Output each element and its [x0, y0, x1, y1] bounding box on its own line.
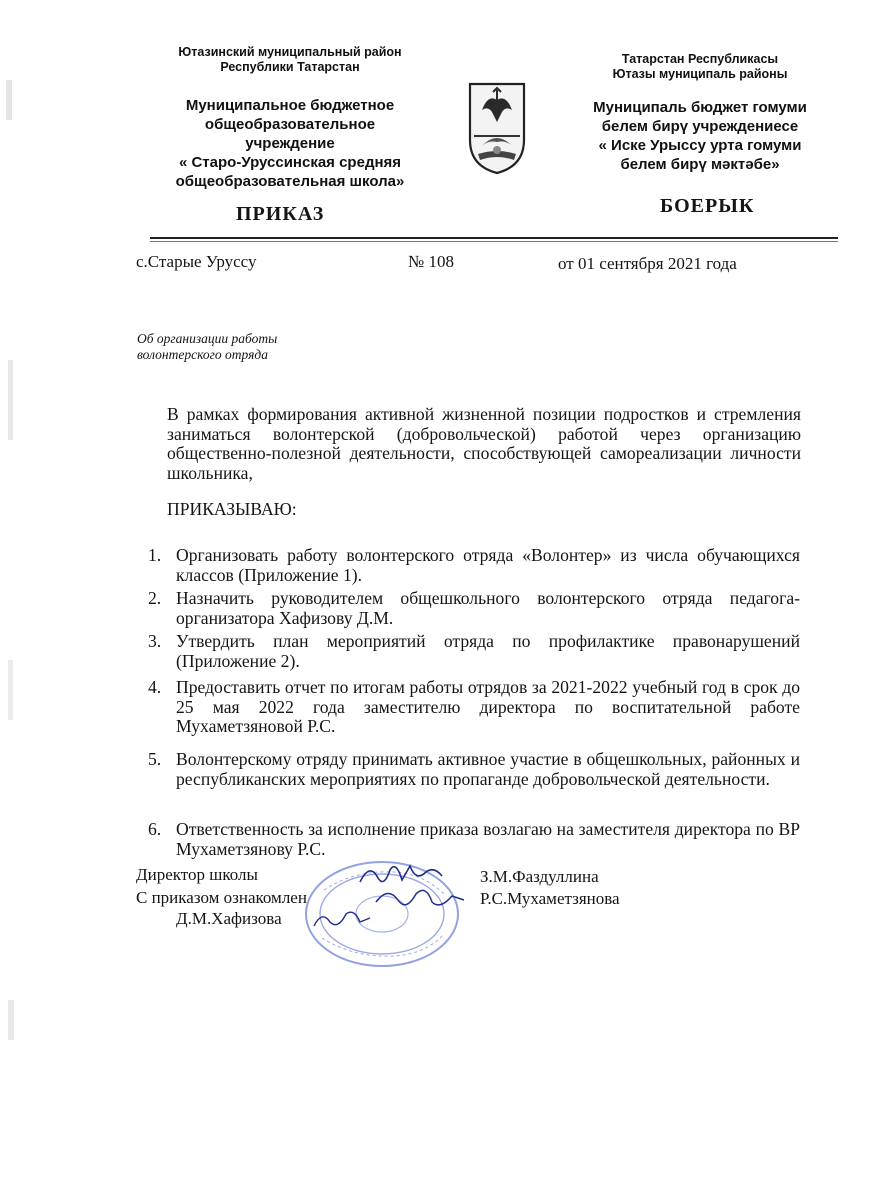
order-item-2: [148, 589, 800, 628]
order-word: ПРИКАЗЫВАЮ:: [167, 499, 297, 519]
header-right-org-line-4: белем бирү мәктәбе»: [620, 156, 780, 173]
header-left-org-line-3: учреждение: [245, 135, 335, 152]
order-item-3: [148, 632, 800, 671]
order-subject: [137, 331, 277, 363]
order-item-number: 1.: [148, 545, 162, 565]
order-item-number: 5.: [148, 749, 162, 769]
order-subject-line-2: волонтерского отряда: [137, 347, 268, 362]
header-right-org-line-3: « Иске Урыссу урта гомуми: [598, 137, 802, 154]
header-divider: [150, 237, 838, 239]
order-number: № 108: [408, 252, 454, 271]
header-left-org-line-5: общеобразовательная школа»: [175, 173, 405, 190]
handwritten-signature-icon: [356, 858, 446, 890]
director-label: Директор школы: [136, 865, 258, 884]
acquainted-label: С приказом ознакомлен: [136, 888, 307, 907]
acquainted-name-2: Д.М.Хафизова: [176, 909, 282, 928]
header-left-org: [140, 96, 440, 191]
director-name: З.М.Фаздуллина: [480, 867, 599, 886]
emblem-shield-icon: [466, 80, 528, 176]
header-left-org-line-4: « Старо-Уруссинская средняя: [178, 154, 402, 171]
header-divider-thin: [150, 241, 838, 242]
order-item-5: [148, 750, 800, 789]
header-left-org-line-1: Муниципальное бюджетное: [185, 97, 395, 114]
coat-of-arms-emblem: [466, 80, 528, 176]
doc-type-boeryk: БОЕРЫК: [660, 195, 755, 217]
header-right-org: [550, 98, 850, 174]
order-item-6: [148, 820, 800, 859]
header-right-top-line-2: Ютазы муниципаль районы: [612, 67, 788, 81]
order-item-text: Ответственность за исполнение приказа возлагаю на заместителя директора по ВР Мухаметзянову Р.С.: [176, 819, 800, 859]
acquainted-name-1: Р.С.Мухаметзянова: [480, 889, 620, 908]
header-left-top-line-2: Республики Татарстан: [220, 60, 360, 74]
acquainted-signature-1: [372, 884, 468, 914]
order-preamble: В рамках формирования активной жизненной позиции подростков и стремления заниматься волонтерской (добровольческой) работой через организацию общественно-полезной деятельности, способствующей самореализации личности школьника,: [167, 404, 801, 483]
order-item-number: 6.: [148, 819, 162, 839]
order-date: от 01 сентября 2021 года: [558, 254, 737, 273]
director-signature: [356, 858, 446, 890]
scan-artifact: [8, 660, 13, 720]
header-left-top-line-1: Ютазинский муниципальный район: [178, 45, 402, 59]
header-right-org-line-2: белем бирү учреждениесе: [601, 118, 799, 135]
scan-artifact: [6, 80, 12, 120]
doc-type-prikaz: ПРИКАЗ: [236, 203, 325, 225]
handwritten-signature-icon: [310, 906, 374, 932]
order-item-text: Предоставить отчет по итогам работы отрядов за 2021-2022 учебный год в срок до 25 мая 2022 года заместителю директора по воспитательной работе Мухаметзяновой Р.С.: [176, 677, 800, 736]
order-item-text: Утвердить план мероприятий отряда по профилактике правонарушений (Приложение 2).: [176, 631, 800, 671]
order-item-text: Назначить руководителем общешкольного волонтерского отряда педагога-организатора Хафизову Д.М.: [176, 588, 800, 628]
order-item-number: 3.: [148, 631, 162, 651]
official-stamp: [294, 850, 474, 970]
order-item-number: 4.: [148, 677, 162, 697]
order-item-4: [148, 678, 800, 737]
scan-artifact: [8, 1000, 14, 1040]
order-subject-line-1: Об организации работы: [137, 331, 278, 346]
order-item-text: Организовать работу волонтерского отряда «Волонтер» из числа обучающихся классов (Приложение 1).: [176, 545, 800, 585]
order-item-1: [148, 546, 800, 585]
order-place: с.Старые Уруссу: [136, 252, 257, 271]
header-left-org-line-2: общеобразовательное: [204, 116, 376, 133]
header-right-org-line-1: Муниципаль бюджет гомуми: [593, 99, 807, 116]
handwritten-signature-icon: [372, 884, 468, 914]
header-right-top-line-1: Татарстан Республикасы: [621, 52, 779, 66]
stamp-seal-icon: [294, 850, 474, 970]
acquainted-signature-2: [310, 906, 374, 932]
scan-artifact: [8, 360, 13, 440]
header-left-region: [150, 45, 430, 75]
order-item-text: Волонтерскому отряду принимать активное участие в общешкольных, районных и республиканских мероприятиях по пропаганде добровольческой деятельности.: [176, 749, 800, 789]
order-item-number: 2.: [148, 588, 162, 608]
header-right-region: [560, 52, 840, 82]
